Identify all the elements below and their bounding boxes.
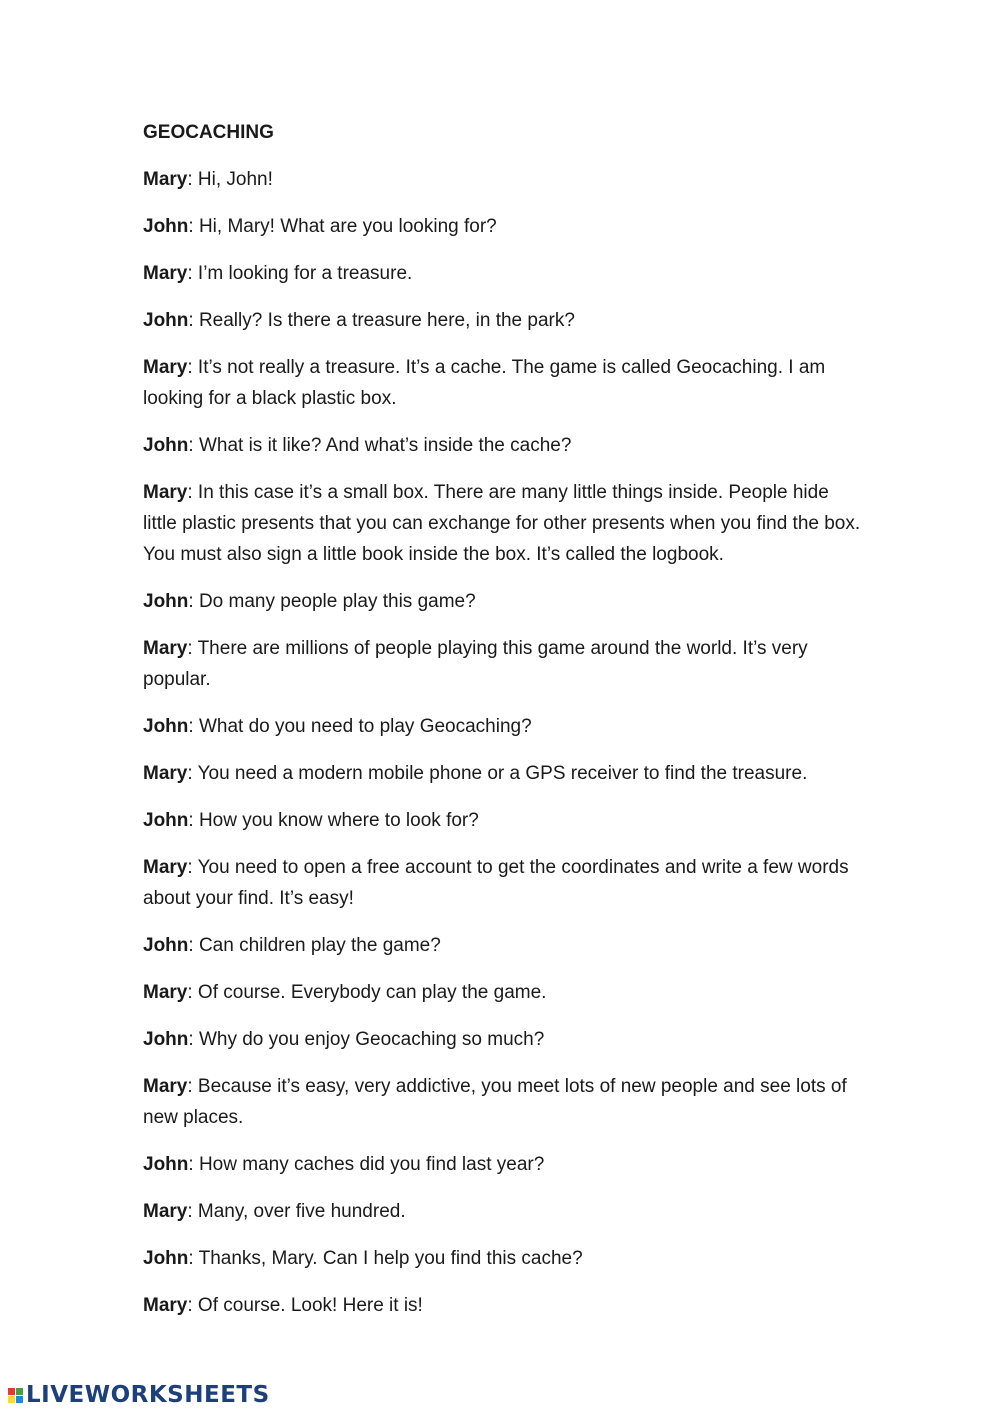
dialogue-text: : Of course. Everybody can play the game. [187,982,547,1003]
dialogue-line [143,1149,863,1180]
dialogue-line [143,164,863,195]
page-title: GEOCACHING [143,122,274,143]
dialogue-line [143,1024,863,1055]
dialogue-text: : Many, over five hundred. [187,1201,406,1222]
speaker-name: Mary [143,263,188,284]
dialogue-text: : Because it’s easy, very addictive, you meet lots of new people and see lots of new places. [143,1076,847,1128]
dialogue-text: : What is it like? And what’s inside the cache? [188,435,572,456]
liveworksheets-logo-icon [8,1388,23,1403]
dialogue-line [143,805,863,836]
brand-name: LIVEWORKSHEETS [26,1382,270,1408]
dialogue-list [143,164,863,1321]
dialogue-text: : Hi, John! [187,169,273,190]
dialogue-text: : There are millions of people playing this game around the world. It’s very popular. [143,638,808,690]
speaker-name: John [143,591,189,612]
speaker-name: Mary [143,169,188,190]
speaker-name: John [143,216,189,237]
dialogue-text: : How many caches did you find last year? [188,1154,545,1175]
dialogue-text: : Can children play the game? [188,935,441,956]
speaker-name: Mary [143,1295,188,1316]
speaker-name: Mary [143,1076,188,1097]
dialogue-line [143,852,863,914]
dialogue-text: : Thanks, Mary. Can I help you find this cache? [188,1248,583,1269]
speaker-name: Mary [143,482,188,503]
speaker-name: Mary [143,638,188,659]
dialogue-text: : Really? Is there a treasure here, in the park? [188,310,575,331]
speaker-name: Mary [143,1201,188,1222]
dialogue-text: : I’m looking for a treasure. [187,263,413,284]
dialogue-line [143,930,863,961]
speaker-name: Mary [143,857,188,878]
dialogue-line [143,305,863,336]
dialogue-text: : What do you need to play Geocaching? [188,716,532,737]
dialogue-text: : In this case it’s a small box. There are many little things inside. People hide little plastic presents that you can exchange for other presents when you find the box. You must also sign a little book inside the box. It’s called the logbook. [143,482,861,565]
speaker-name: Mary [143,357,188,378]
speaker-name: Mary [143,982,188,1003]
dialogue-text: : It’s not really a treasure. It’s a cache. The game is called Geocaching. I am looking for a black plastic box. [143,357,826,409]
dialogue-line [143,1196,863,1227]
logo-block [8,1388,15,1395]
speaker-name: John [143,435,189,456]
dialogue-line [143,711,863,742]
dialogue-line [143,258,863,289]
dialogue-line [143,1290,863,1321]
speaker-name: John [143,716,189,737]
dialogue-text: : Do many people play this game? [188,591,476,612]
dialogue-text: : Of course. Look! Here it is! [187,1295,423,1316]
speaker-name: Mary [143,763,188,784]
dialogue-text: : Hi, Mary! What are you looking for? [188,216,497,237]
dialogue-line [143,352,863,414]
dialogue-line [143,211,863,242]
logo-block [16,1396,23,1403]
speaker-name: John [143,1248,189,1269]
logo-block [16,1388,23,1395]
dialogue-text: : Why do you enjoy Geocaching so much? [188,1029,545,1050]
dialogue-line [143,477,863,570]
dialogue-text: : How you know where to look for? [188,810,479,831]
speaker-name: John [143,935,189,956]
worksheet-page [143,117,863,1337]
dialogue-line [143,977,863,1008]
dialogue-line [143,633,863,695]
dialogue-text: : You need a modern mobile phone or a GPS receiver to find the treasure. [187,763,808,784]
dialogue-line [143,430,863,461]
dialogue-line [143,1071,863,1133]
dialogue-text: : You need to open a free account to get the coordinates and write a few words about your find. It’s easy! [143,857,849,909]
logo-block [8,1396,15,1403]
dialogue-line [143,586,863,617]
dialogue-line [143,1243,863,1274]
footer-brand[interactable] [8,1380,270,1410]
dialogue-line [143,758,863,789]
speaker-name: John [143,1154,189,1175]
speaker-name: John [143,810,189,831]
speaker-name: John [143,1029,189,1050]
speaker-name: John [143,310,189,331]
